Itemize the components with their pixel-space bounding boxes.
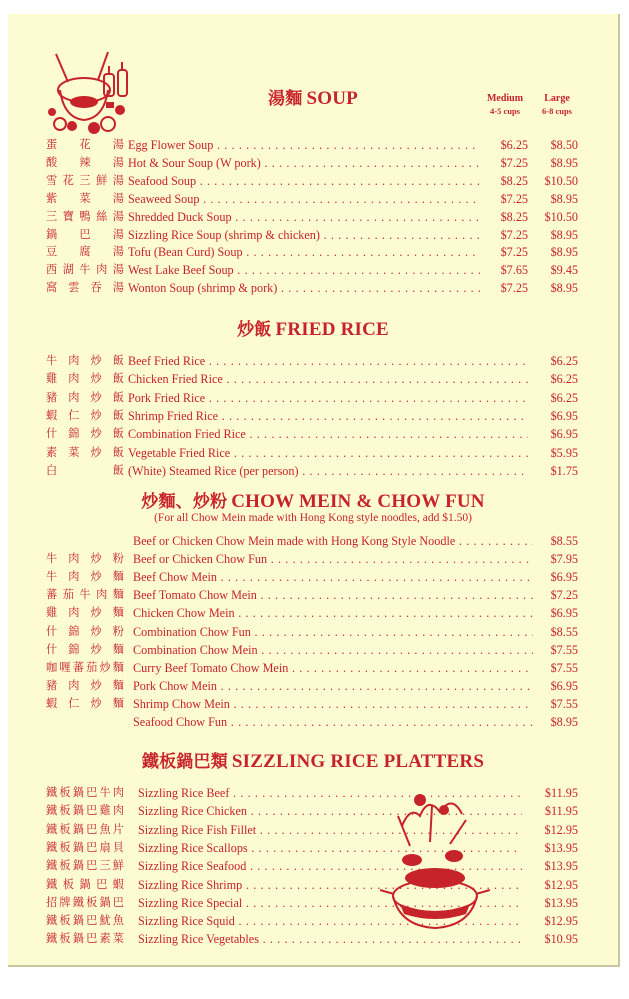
col-medium xyxy=(480,92,530,118)
item-name: Curry Beef Tomato Chow Mein . . . xyxy=(133,659,533,677)
item-name: Sizzling Rice Special . . . xyxy=(138,894,522,912)
item-price: $13.95 xyxy=(544,840,578,855)
item-chinese-name: 什錦炒麵 xyxy=(46,643,124,656)
item-name: Seafood Soup . . . xyxy=(128,172,480,190)
menu-row xyxy=(46,172,578,190)
item-name: West Lake Beef Soup . . . xyxy=(128,261,480,279)
item-price-medium: $6.25 xyxy=(500,138,528,152)
item-chinese-name: 牛肉炒麵 xyxy=(46,571,124,584)
item-price-medium: $7.65 xyxy=(500,263,528,278)
item-chinese-name: 什錦炒飯 xyxy=(46,428,124,441)
menu-row xyxy=(46,930,578,948)
sizzling-heading-en: SIZZLING RICE PLATTERS xyxy=(231,751,485,772)
item-price: $11.95 xyxy=(544,786,578,800)
chow-mein-heading-cn: 炒麵、炒粉 xyxy=(141,492,228,511)
col-medium-sub: 4-5 cups xyxy=(490,106,520,116)
menu-row xyxy=(46,208,578,226)
item-price: $12.95 xyxy=(544,914,578,929)
menu-row xyxy=(46,623,578,641)
item-chinese-name: 雪花三鮮湯 xyxy=(46,174,124,187)
item-price: $5.95 xyxy=(550,445,578,460)
menu-row xyxy=(46,695,578,713)
fried-rice-heading-cn: 炒飯 xyxy=(237,320,272,339)
item-price: $10.95 xyxy=(544,932,578,947)
menu-row xyxy=(46,802,578,820)
item-price: $7.95 xyxy=(550,552,578,567)
item-chinese-name: 咖喱蕃茄炒麵 xyxy=(46,661,124,674)
menu-row xyxy=(46,425,578,443)
item-name: Sizzling Rice Fish Fillet . . . xyxy=(138,821,522,839)
item-price-large: $8.95 xyxy=(550,155,578,170)
item-name: Shredded Duck Soup . . . xyxy=(128,208,480,226)
menu-row xyxy=(46,677,578,695)
menu-row xyxy=(46,894,578,912)
item-price-medium: $8.25 xyxy=(500,209,528,224)
item-chinese-name: 三寶鴨絲湯 xyxy=(46,210,124,223)
item-price-large: $10.50 xyxy=(544,209,578,224)
item-name: Sizzling Rice Soup (shrimp & chicken) . . . xyxy=(128,226,480,244)
soup-heading-en: SOUP xyxy=(306,88,358,109)
item-price: $8.55 xyxy=(550,534,578,548)
item-name: (White) Steamed Rice (per person) . . . xyxy=(128,462,528,480)
menu-row xyxy=(46,190,578,208)
item-price-large: $10.50 xyxy=(544,173,578,188)
item-price: $12.95 xyxy=(544,822,578,837)
item-price-medium: $7.25 xyxy=(500,281,528,296)
item-chinese-name: 蛋 花 湯 xyxy=(46,139,124,151)
item-price: $13.95 xyxy=(544,859,578,874)
item-name: Tofu (Bean Curd) Soup . . . xyxy=(128,243,480,261)
item-price: $8.95 xyxy=(550,715,578,729)
col-large xyxy=(532,92,582,118)
item-name: Sizzling Rice Squid . . . xyxy=(138,912,522,930)
menu-row xyxy=(46,713,578,731)
item-chinese-name: 雞肉炒麵 xyxy=(46,607,124,620)
menu-row xyxy=(46,154,578,172)
item-price-medium: $8.25 xyxy=(500,173,528,188)
item-price-medium: $7.25 xyxy=(500,227,528,242)
item-chinese-name: 窩雲吞湯 xyxy=(46,282,124,295)
item-chinese-name: 牛肉炒飯 xyxy=(46,355,124,367)
menu-row xyxy=(46,136,578,154)
menu-row xyxy=(46,784,578,802)
item-price: $6.95 xyxy=(550,570,578,585)
item-name: Beef Chow Mein . . . xyxy=(133,568,533,586)
item-chinese-name: 雞肉炒飯 xyxy=(46,373,124,386)
sizzling-platter-illustration xyxy=(380,786,490,936)
item-chinese-name: 鐵板鍋巴素菜 xyxy=(46,933,124,946)
item-name: Sizzling Rice Beef . . . xyxy=(138,784,522,802)
item-price: $13.95 xyxy=(544,895,578,910)
item-name: Pork Fried Rice . . . xyxy=(128,389,528,407)
chow-mein-heading-en: CHOW MEIN & CHOW FUN xyxy=(231,491,485,512)
item-name: Combination Chow Fun . . . xyxy=(133,623,533,641)
item-name: Chicken Fried Rice . . . xyxy=(128,370,528,388)
item-price: $6.95 xyxy=(550,408,578,423)
menu-row xyxy=(46,604,578,622)
item-price-large: $8.95 xyxy=(550,281,578,296)
menu-row xyxy=(46,857,578,875)
menu-row xyxy=(46,370,578,388)
item-name: Combination Chow Mein . . . xyxy=(133,641,533,659)
col-large-sub: 6-8 cups xyxy=(542,106,572,116)
item-name: Beef Fried Rice . . . xyxy=(128,352,528,370)
item-name: Seaweed Soup . . . xyxy=(128,190,480,208)
item-chinese-name: 紫 菜 湯 xyxy=(46,192,124,205)
item-chinese-name: 鐵板鍋巴魚片 xyxy=(46,823,124,836)
item-price: $7.55 xyxy=(550,696,578,711)
item-name: Sizzling Rice Vegetables . . . xyxy=(138,930,522,948)
fried-rice-heading-en: FRIED RICE xyxy=(275,319,389,340)
item-name: Sizzling Rice Chicken . . . xyxy=(138,802,522,820)
item-name: Chicken Chow Mein . . . xyxy=(133,604,533,622)
item-chinese-name: 豬肉炒麵 xyxy=(46,679,124,692)
item-price: $6.25 xyxy=(550,372,578,387)
item-price: $6.25 xyxy=(550,354,578,368)
item-name: Beef or Chicken Chow Fun . . . xyxy=(133,550,533,568)
item-chinese-name: 鐵板鍋巴扇貝 xyxy=(46,841,124,854)
menu-row xyxy=(46,444,578,462)
item-price-medium: $7.25 xyxy=(500,155,528,170)
sizzling-heading xyxy=(8,747,618,773)
item-name: Beef Tomato Chow Mein . . . xyxy=(133,586,533,604)
item-name: Shrimp Fried Rice . . . xyxy=(128,407,528,425)
item-chinese-name: 酸 辣 湯 xyxy=(46,156,124,169)
item-price: $6.25 xyxy=(550,390,578,405)
col-large-label: Large xyxy=(544,93,570,104)
soup-heading-cn: 湯麵 xyxy=(268,89,303,108)
item-chinese-name: 鐵板鍋巴蝦 xyxy=(46,878,124,891)
menu-row xyxy=(46,243,578,261)
menu-row xyxy=(46,586,578,604)
item-chinese-name: 西湖牛肉湯 xyxy=(46,264,124,277)
menu-row xyxy=(46,659,578,677)
item-chinese-name: 豬肉炒飯 xyxy=(46,391,124,404)
item-price: $7.55 xyxy=(550,642,578,657)
item-price-large: $8.95 xyxy=(550,191,578,206)
item-chinese-name: 鐵板鍋巴三鮮 xyxy=(46,860,124,873)
item-price-large: $8.95 xyxy=(550,227,578,242)
menu-page xyxy=(8,14,620,967)
menu-row xyxy=(46,389,578,407)
item-chinese-name: 牛肉炒粉 xyxy=(46,553,124,566)
menu-row xyxy=(46,261,578,279)
item-name: Shrimp Chow Mein . . . xyxy=(133,695,533,713)
item-price: $6.95 xyxy=(550,606,578,621)
item-name: Sizzling Rice Shrimp . . . xyxy=(138,876,522,894)
menu-row xyxy=(46,821,578,839)
item-price: $6.95 xyxy=(550,427,578,442)
item-name: Beef or Chicken Chow Mein made with Hong Kong Style Noodle . . . xyxy=(133,532,533,550)
menu-row xyxy=(46,352,578,370)
item-price: $11.95 xyxy=(544,804,578,819)
item-name: Egg Flower Soup . . . xyxy=(128,136,480,154)
item-price: $6.95 xyxy=(550,678,578,693)
item-price-medium: $7.25 xyxy=(500,191,528,206)
item-name: Sizzling Rice Seafood . . . xyxy=(138,857,522,875)
item-price-medium: $7.25 xyxy=(500,245,528,260)
item-chinese-name: 白 飯 xyxy=(46,464,124,477)
item-name: Combination Fried Rice . . . xyxy=(128,425,528,443)
fried-rice-heading xyxy=(8,315,618,341)
item-price-large: $9.45 xyxy=(550,263,578,278)
item-name: Seafood Chow Fun . . . xyxy=(133,713,533,731)
item-chinese-name: 蝦仁炒飯 xyxy=(46,409,124,422)
chow-mein-note: (For all Chow Mein made with Hong Kong style noodles, add $1.50) xyxy=(154,512,472,524)
col-medium-label: Medium xyxy=(486,93,524,104)
item-chinese-name: 蕃茄牛肉麵 xyxy=(46,589,124,602)
item-price: $7.25 xyxy=(550,588,578,603)
menu-row xyxy=(46,550,578,568)
menu-row xyxy=(46,912,578,930)
item-price-large: $8.95 xyxy=(550,245,578,260)
item-price: $1.75 xyxy=(550,463,578,478)
item-name: Vegetable Fried Rice . . . xyxy=(128,444,528,462)
menu-row xyxy=(46,532,578,550)
item-chinese-name: 招牌鐵板鍋巴 xyxy=(46,896,124,909)
menu-row xyxy=(46,407,578,425)
item-price: $7.55 xyxy=(550,660,578,675)
item-chinese-name: 蝦仁炒麵 xyxy=(46,697,124,710)
item-price: $8.55 xyxy=(550,624,578,639)
item-price-large: $8.50 xyxy=(550,138,578,152)
item-chinese-name: 什錦炒粉 xyxy=(46,625,124,638)
menu-row xyxy=(46,876,578,894)
item-chinese-name: 素菜炒飯 xyxy=(46,446,124,459)
item-chinese-name: 鐵板鍋巴雞肉 xyxy=(46,805,124,818)
item-name: Wonton Soup (shrimp & pork) . . . xyxy=(128,279,480,297)
item-name: Sizzling Rice Scallops . . . xyxy=(138,839,522,857)
chow-mein-heading xyxy=(8,487,618,513)
sizzling-heading-cn: 鐵板鍋巴類 xyxy=(141,752,228,771)
item-chinese-name: 鐵板鍋巴牛肉 xyxy=(46,787,124,799)
menu-row xyxy=(46,462,578,480)
item-chinese-name: 鐵板鍋巴魷魚 xyxy=(46,915,124,928)
item-name: Pork Chow Mein . . . xyxy=(133,677,533,695)
item-price: $12.95 xyxy=(544,877,578,892)
item-name: Hot & Sour Soup (W pork) . . . xyxy=(128,154,480,172)
menu-row xyxy=(46,839,578,857)
menu-row xyxy=(46,568,578,586)
menu-row xyxy=(46,279,578,297)
item-chinese-name: 鍋 巴 湯 xyxy=(46,228,124,241)
menu-row xyxy=(46,641,578,659)
menu-row xyxy=(46,226,578,244)
item-chinese-name: 豆 腐 湯 xyxy=(46,246,124,259)
